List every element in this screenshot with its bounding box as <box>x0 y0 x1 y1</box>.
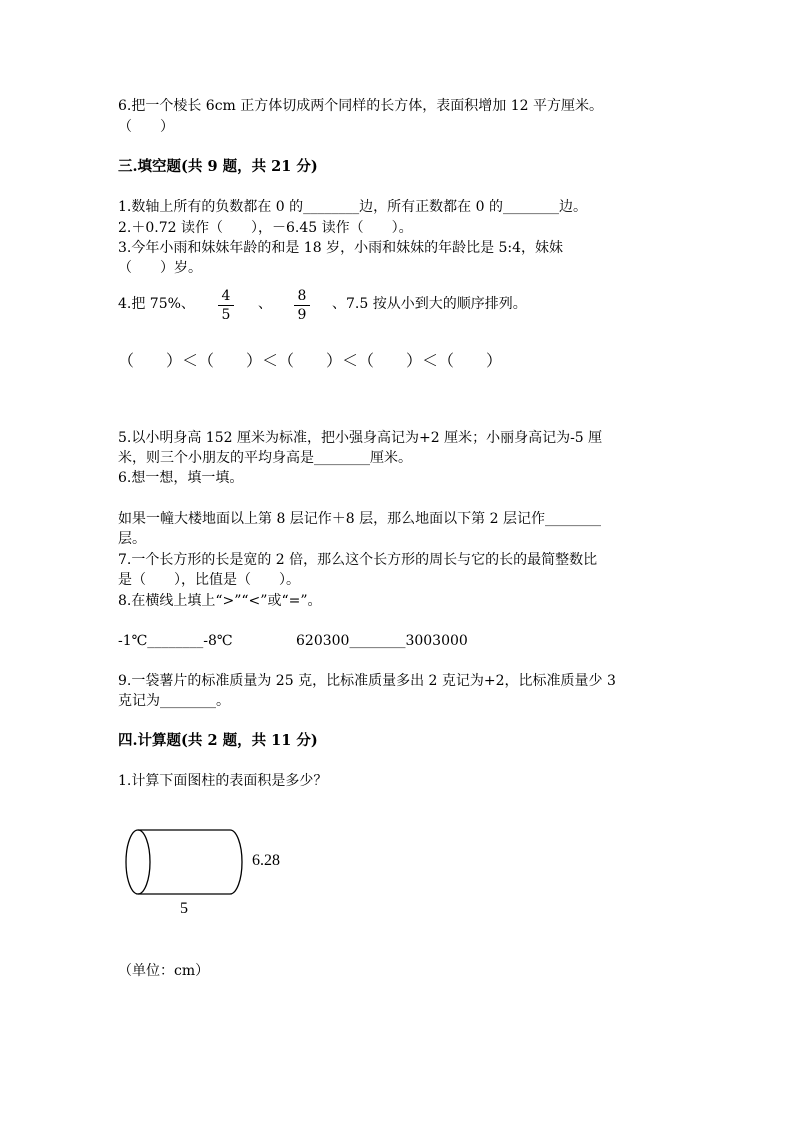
s3-q6-line2: 层。 <box>118 531 146 547</box>
s3-q3-line2: （ ）岁。 <box>118 260 202 276</box>
s3-q9-line2: 克记为________。 <box>118 693 230 709</box>
fraction-4-5 <box>218 288 234 323</box>
s3-q3-line1: 3.今年小雨和妹妹年龄的和是 18 岁，小雨和妹妹的年龄比是 5:4，妹妹 <box>118 240 564 256</box>
fraction-numerator: 4 <box>221 288 231 304</box>
cylinder-circumference-label: 6.28 <box>252 852 280 869</box>
fraction-denominator: 5 <box>221 307 231 323</box>
s3-q4-suffix: 、7.5 按从小到大的顺序排列。 <box>332 296 527 312</box>
unit-note: （单位：cm） <box>118 963 210 979</box>
q6-prev-line2: （ ） <box>118 119 174 135</box>
cylinder-figure <box>118 820 318 934</box>
cylinder-length-label: 5 <box>180 900 188 917</box>
section4-title: 四.计算题(共 2 题，共 11 分) <box>118 732 318 749</box>
fraction-bar <box>218 305 234 306</box>
s3-q4-answer: （ ）＜（ ）＜（ ）＜（ ）＜（ ） <box>118 351 503 370</box>
s3-q7-line2: 是（ ），比值是（ ）。 <box>118 572 300 588</box>
s3-q6-line1: 如果一幢大楼地面以上第 8 层记作＋8 层，那么地面以下第 2 层记作________ <box>118 511 601 527</box>
fraction-bar <box>294 305 310 306</box>
s3-q7-line1: 7.一个长方形的长是宽的 2 倍，那么这个长方形的周长与它的长的最简整数比 <box>118 552 598 568</box>
s4-q1: 1.计算下面图柱的表面积是多少？ <box>118 773 328 789</box>
s3-q1: 1.数轴上所有的负数都在 0 的________边，所有正数都在 0 的________边。 <box>118 199 587 215</box>
s3-q8: 8.在横线上填上“>”“<”或“=”。 <box>118 593 322 609</box>
cylinder-drawing <box>118 820 318 930</box>
s3-q4-prefix: 4.把 75%、 <box>118 296 195 312</box>
s3-q8-compare-b: 620300________3003000 <box>296 633 468 649</box>
section3-title: 三.填空题(共 9 题，共 21 分) <box>118 158 318 175</box>
cylinder-right-end <box>230 830 242 894</box>
fraction-numerator: 8 <box>297 288 307 304</box>
cylinder-left-end <box>126 830 150 894</box>
s3-q6: 6.想一想，填一填。 <box>118 470 244 486</box>
s3-q4-sep: 、 <box>258 296 272 312</box>
s3-q2: 2.＋0.72 读作（ ），－6.45 读作（ ）。 <box>118 220 413 236</box>
fraction-8-9 <box>294 288 310 323</box>
q6-prev-line1: 6.把一个棱长 6cm 正方体切成两个同样的长方体，表面积增加 12 平方厘米。 <box>118 98 603 114</box>
s3-q5-line2: 米，则三个小朋友的平均身高是________厘米。 <box>118 450 412 466</box>
s3-q9-line1: 9.一袋薯片的标准质量为 25 克，比标准质量多出 2 克记为+2，比标准质量少 3 <box>118 673 616 689</box>
s3-q5-line1: 5.以小明身高 152 厘米为标准，把小强身高记为+2 厘米；小丽身高记为-5 厘 <box>118 430 603 446</box>
fraction-denominator: 9 <box>297 307 307 323</box>
s3-q8-compare-a: -1℃________-8℃ <box>118 633 233 649</box>
